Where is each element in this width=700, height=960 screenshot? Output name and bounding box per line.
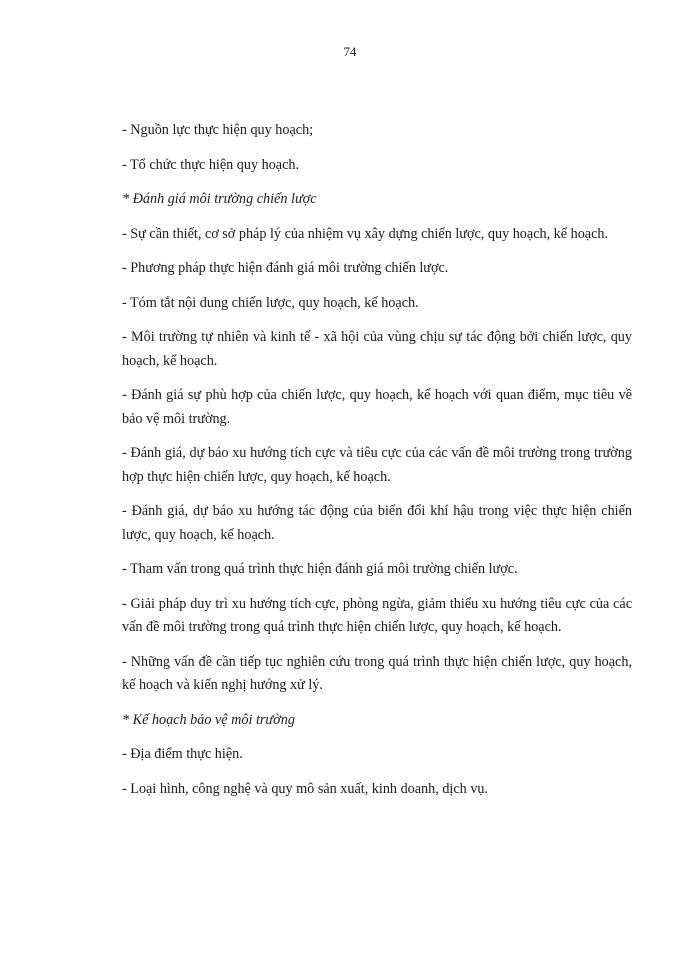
list-item: - Nguồn lực thực hiện quy hoạch; — [122, 122, 314, 138]
list-item: - Sự cần thiết, cơ sở pháp lý của nhiệm vụ xây dựng chiến lược, quy hoạch, kế hoạch. — [122, 225, 609, 242]
page-body — [122, 119, 632, 812]
section-heading: * Kế hoạch bảo vệ môi trường — [122, 711, 295, 728]
list-item: - Tóm tắt nội dung chiến lược, quy hoạch, kế hoạch. — [122, 294, 419, 311]
list-item: - Phương pháp thực hiện đánh giá môi trường chiến lược. — [122, 260, 449, 276]
list-item: - Tổ chức thực hiện quy hoạch. — [122, 156, 300, 173]
list-item: - Môi trường tự nhiên và kinh tế - xã hội của vùng chịu sự tác động bởi chiến lược, quy hoạch, kế hoạch. — [122, 329, 632, 369]
page-number: 74 — [343, 44, 357, 59]
section-heading: * Đánh giá môi trường chiến lược — [122, 191, 317, 207]
list-item: - Loại hình, công nghệ và quy mô sản xuất, kinh doanh, dịch vụ. — [122, 780, 489, 797]
list-item: - Đánh giá, dự báo xu hướng tác động của biến đổi khí hậu trong việc thực hiện chiến lược, quy hoạch, kế hoạch. — [122, 503, 632, 543]
list-item: - Địa điểm thực hiện. — [122, 746, 243, 762]
list-item: - Đánh giá sự phù hợp của chiến lược, quy hoạch, kế hoạch với quan điểm, mục tiêu về bảo vệ môi trường. — [122, 387, 632, 427]
list-item: - Giải pháp duy trì xu hướng tích cực, phòng ngừa, giảm thiểu xu hướng tiêu cực của các vấn đề môi trường trong quá trình thực hiện chiến lược, quy hoạch, kế hoạch. — [122, 595, 632, 635]
list-item: - Tham vấn trong quá trình thực hiện đánh giá môi trường chiến lược. — [122, 561, 518, 577]
list-item: - Những vấn đề cần tiếp tục nghiên cứu trong quá trình thực hiện chiến lược, quy hoạch, kế hoạch và kiến nghị hướng xử lý. — [122, 653, 632, 693]
list-item: - Đánh giá, dự báo xu hướng tích cực và tiêu cực của các vấn đề môi trường trong trường hợp thực hiện chiến lược, quy hoạch, kế hoạch. — [122, 445, 632, 485]
